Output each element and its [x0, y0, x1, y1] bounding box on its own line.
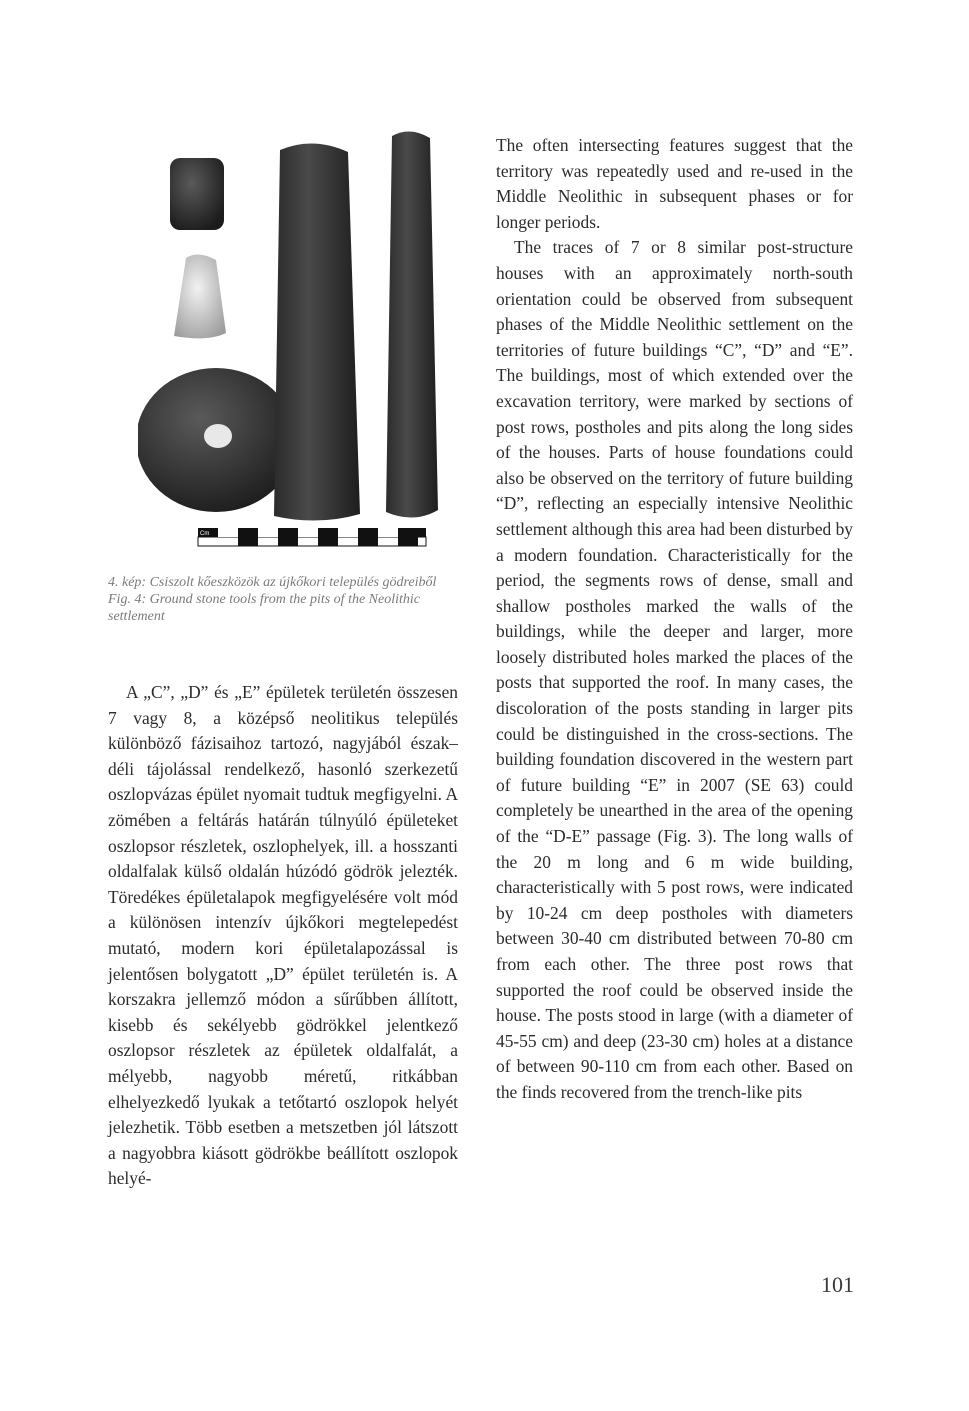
caption-hungarian: 4. kép: Csiszolt kőeszközök az újkőkori település gödreiből [108, 575, 437, 590]
light-chisel-tool [174, 254, 226, 338]
page-number: 101 [821, 1272, 854, 1297]
scale-bar [198, 528, 426, 546]
scale-label: Cm [200, 531, 210, 537]
caption-english: Fig. 4: Ground stone tools from the pits of the Neolithic settlement [108, 592, 420, 624]
small-stone-tool [170, 158, 224, 230]
right-column-text [496, 133, 853, 1106]
right-paragraph-2: The traces of 7 or 8 similar post-structure houses with an approximately north-south orientation could be observed from subsequent phases of the Middle Neolithic settlement on the territories of future buildings “C”, “D” and “E”. The buildings, most of which extended over the excavation territory, were marked by sections of post rows, postholes and pits along the long sides of the houses. Parts of house foundations could also be observed on the territory of future building “D”, reflecting an especially intensive Neolithic settlement although this area had been disturbed by a modern foundation. Characteristically for the period, the segments rows of dense, small and shallow postholes marked the walls of the buildings, while the deeper and larger, more loosely distributed holes marked the places of the posts that supported the roof. In many cases, the discoloration of the posts standing in larger pits could be distinguished in the cross-sections. The building foundation discovered in the western part of future building “E” in 2007 (SE 63) could completely be unearthed in the area of the opening of the “D-E” passage (Fig. 3). The long walls of the 20 m long and 6 m wide building, characteristically with 5 post rows, were indicated by 10-24 cm deep postholes with diameters between 30-40 cm distributed between 70-80 cm from each other. The three post rows that supported the roof could be observed inside the house. The posts stood in large (with a diameter of 45-55 cm) and deep (23-30 cm) holes at a distance of between 90-110 cm from each other. Based on the finds recovered from the trench-like pits [496, 237, 853, 1102]
left-column-text [108, 680, 458, 1192]
left-paragraph: A „C”, „D” és „E” épületek területén összesen 7 vagy 8, a középső neolitikus település különböző fázisaihoz tartozó, nagyjából észak–déli tájolással rendelkező, hasonló szerkezetű oszlopvázas épület nyomait tudtuk megfigyelni. A zömében a feltárás határán túlnyúló épületeket oszlopsor részletek, oszlophelyek, ill. a hosszanti oldalfalak külső oldalán húzódó gödrök jelezték. Töredékes épületalapok megfigyelésére volt mód a különösen intenzív újkőkori megtelepedést mutató, modern kori épületalapozással is jelentősen bolygatott „D” épület területén is. A korszakra jellemző módon a sűrűbben állított, kisebb és sekélyebb gödrökkel jelentkező oszlopsor részletek az épületek oldalfalát, a mélyebb, nagyobb méretű, ritkábban elhelyezkedő lyukak a tetőtartó oszlopok helyét jelezhetik. Több esetben a metszetben jól látszott a nagyobbra kiásott gödrökbe beállított oszlopok helyé- [108, 682, 458, 1189]
long-axe-tool [274, 143, 360, 520]
figure-caption [108, 574, 458, 625]
perforated-disc-tool [138, 368, 296, 512]
long-narrow-tool [386, 131, 438, 517]
stone-tools-photo [138, 128, 438, 568]
right-paragraph-1: The often intersecting features suggest that the territory was repeatedly used and re-used in the Middle Neolithic in subsequent phases or for longer periods. [496, 135, 853, 232]
